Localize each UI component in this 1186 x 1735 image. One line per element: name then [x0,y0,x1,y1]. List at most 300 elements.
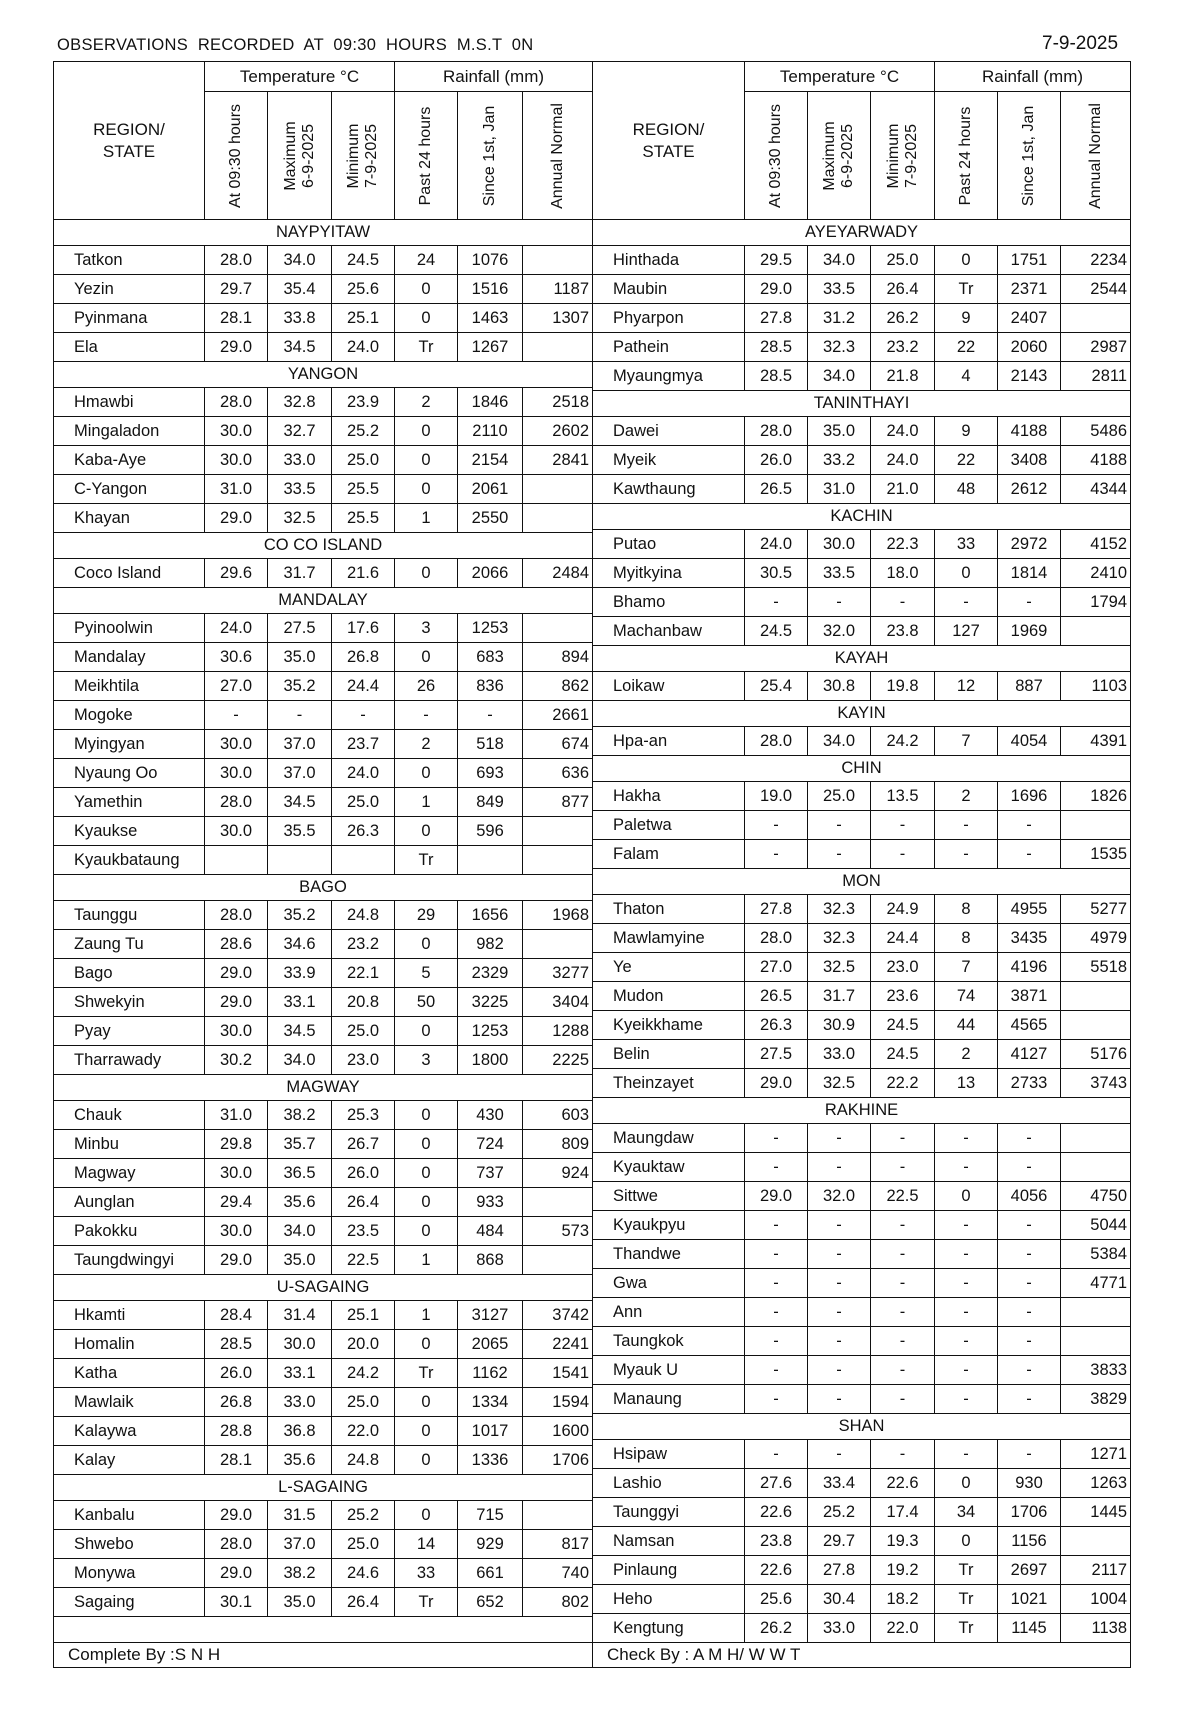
station-name: Myingyan [54,730,205,759]
rain-annual-normal: 740 [523,1559,593,1588]
temp-maximum: 35.6 [268,1446,332,1475]
rain-since-jan: 484 [458,1217,523,1246]
rain-since-jan: 2407 [998,304,1061,333]
temp-maximum: 34.6 [268,930,332,959]
temp-minimum: 25.0 [332,1388,395,1417]
temp-at-0930: 26.5 [745,982,808,1011]
temp-at-0930: 22.6 [745,1556,808,1585]
temp-minimum: - [871,1356,935,1385]
station-name: Kalay [54,1446,205,1475]
region-section-label: MAGWAY [54,1075,593,1101]
station-row [54,559,593,588]
temp-minimum: - [871,1298,935,1327]
temp-minimum: 25.0 [332,1530,395,1559]
rain-past-24h: - [395,701,458,730]
rain-since-jan: - [998,1440,1061,1469]
rain-since-jan: 596 [458,817,523,846]
temp-maximum: - [808,1440,871,1469]
rain-since-jan: - [458,701,523,730]
temp-maximum: 36.5 [268,1159,332,1188]
rain-annual-normal [523,246,593,275]
rain-past-24h: - [935,1356,998,1385]
temp-minimum [332,846,395,875]
rain-since-jan: 652 [458,1588,523,1617]
region-header-line2: STATE [642,141,695,161]
rain-past-24h: 34 [935,1498,998,1527]
temp-maximum: - [808,1385,871,1414]
station-row [593,1211,1131,1240]
temp-maximum: 37.0 [268,1530,332,1559]
region-section-row [593,701,1131,727]
temp-at-0930: 31.0 [205,475,268,504]
temp-at-0930: 26.0 [205,1359,268,1388]
temp-minimum: 25.0 [332,1017,395,1046]
rain-since-jan: 1656 [458,901,523,930]
rain-since-jan [458,846,523,875]
rain-annual-normal: 4391 [1061,727,1131,756]
station-name: Kawthaung [593,475,745,504]
station-name: Kyaukse [54,817,205,846]
rain-past-24h: 0 [935,1469,998,1498]
rain-since-jan: 2065 [458,1330,523,1359]
station-name: Thaton [593,895,745,924]
station-name: Sittwe [593,1182,745,1211]
rain-past-24h: 44 [935,1011,998,1040]
temp-maximum: - [808,811,871,840]
temp-minimum: 21.6 [332,559,395,588]
temp-minimum: 24.5 [332,246,395,275]
rain-past-24h: 127 [935,617,998,646]
temp-at-0930: 26.2 [745,1614,808,1643]
rain-since-jan: 2154 [458,446,523,475]
rain-annual-normal [523,930,593,959]
station-row [54,788,593,817]
station-name: Hakha [593,782,745,811]
station-row [593,1269,1131,1298]
temp-minimum: - [871,1269,935,1298]
station-row [54,930,593,959]
temp-minimum: 26.7 [332,1130,395,1159]
temp-at-0930: - [745,1385,808,1414]
temp-minimum: 26.3 [332,817,395,846]
temp-at-0930: 29.0 [745,1182,808,1211]
temp-at-0930: - [745,1211,808,1240]
temp-minimum: - [871,811,935,840]
rain-since-jan: 2550 [458,504,523,533]
temp-minimum: - [871,1211,935,1240]
rain-annual-normal: 1794 [1061,588,1131,617]
rain-since-jan: 1696 [998,782,1061,811]
region-section-row [54,362,593,388]
temp-minimum: 25.1 [332,1301,395,1330]
rain-since-jan: 737 [458,1159,523,1188]
rain-annual-normal: 2602 [523,417,593,446]
temp-at-0930: 24.0 [205,614,268,643]
region-state-header [54,62,205,220]
station-name: Kyauktaw [593,1153,745,1182]
station-row [593,1240,1131,1269]
temp-minimum: 24.0 [871,446,935,475]
station-row [593,559,1131,588]
temp-minimum: 25.5 [332,504,395,533]
station-name: Manaung [593,1385,745,1414]
temp-at-0930: 30.0 [205,1217,268,1246]
temp-minimum: 23.2 [871,333,935,362]
rain-annual-normal: 4750 [1061,1182,1131,1211]
temp-minimum: 24.8 [332,901,395,930]
col-minimum-header [332,92,395,220]
rain-annual-normal: 2234 [1061,246,1131,275]
temp-maximum: - [808,1269,871,1298]
station-row [54,1501,593,1530]
temp-minimum: 22.2 [871,1069,935,1098]
temp-at-0930: 28.0 [205,901,268,930]
rain-annual-normal [523,504,593,533]
rain-past-24h: Tr [935,1556,998,1585]
temp-minimum: 26.4 [332,1188,395,1217]
rain-past-24h: - [935,1327,998,1356]
temp-maximum: 25.2 [808,1498,871,1527]
rain-since-jan: 1145 [998,1614,1061,1643]
temp-at-0930: 27.8 [745,304,808,333]
station-row [593,1469,1131,1498]
temp-maximum: 32.0 [808,617,871,646]
rain-past-24h: 2 [395,388,458,417]
station-row [54,1417,593,1446]
temp-at-0930: 22.6 [745,1498,808,1527]
temp-at-0930: 29.6 [205,559,268,588]
rain-annual-normal: 2987 [1061,333,1131,362]
station-row [593,840,1131,869]
temp-maximum: 36.8 [268,1417,332,1446]
rain-past-24h: 12 [935,672,998,701]
station-name: Bago [54,959,205,988]
rain-since-jan: - [998,840,1061,869]
station-name: Hinthada [593,246,745,275]
temp-at-0930: 24.5 [745,617,808,646]
temp-at-0930: - [745,588,808,617]
rain-since-jan: 2612 [998,475,1061,504]
rain-annual-normal: 894 [523,643,593,672]
temp-minimum: 26.2 [871,304,935,333]
temp-minimum: 22.5 [871,1182,935,1211]
rain-past-24h: 0 [395,1188,458,1217]
col-maximum-header [808,92,871,220]
col-annual-normal-header [523,92,593,220]
rain-since-jan: 933 [458,1188,523,1217]
temp-at-0930: - [745,1298,808,1327]
temp-minimum: 25.2 [332,1501,395,1530]
temp-at-0930: 28.1 [205,1446,268,1475]
region-section-label: KAYIN [593,701,1131,727]
temp-maximum: 34.5 [268,333,332,362]
rain-past-24h: - [935,1385,998,1414]
temp-at-0930: 28.1 [205,304,268,333]
temp-minimum: 24.9 [871,895,935,924]
rain-annual-normal: 817 [523,1530,593,1559]
rain-since-jan: 1156 [998,1527,1061,1556]
temp-maximum: 34.0 [808,362,871,391]
rain-past-24h: - [935,1269,998,1298]
station-name: Kaba-Aye [54,446,205,475]
station-row [593,362,1131,391]
temp-at-0930: 29.0 [205,1559,268,1588]
temp-maximum: 33.8 [268,304,332,333]
max-line1: Maximum [821,120,838,191]
temp-maximum: 32.8 [268,388,332,417]
rain-annual-normal: 2811 [1061,362,1131,391]
temp-maximum: 32.3 [808,333,871,362]
region-section-label: AYEYARWADY [593,220,1131,246]
rain-annual-normal: 3743 [1061,1069,1131,1098]
station-row [593,1527,1131,1556]
station-name: Khayan [54,504,205,533]
station-row [593,924,1131,953]
temp-maximum: 32.7 [268,417,332,446]
temp-minimum: 24.4 [871,924,935,953]
temp-at-0930: 29.4 [205,1188,268,1217]
col-minimum-label [345,123,381,188]
temp-maximum: 33.0 [268,1388,332,1417]
temp-at-0930: 30.5 [745,559,808,588]
col-past24-label: Past 24 hours [957,106,974,205]
station-name: Hkamti [54,1301,205,1330]
temp-minimum: 18.0 [871,559,935,588]
temp-at-0930: 28.4 [205,1301,268,1330]
temp-at-0930: 28.0 [205,788,268,817]
rain-past-24h: Tr [935,1614,998,1643]
station-row [593,1327,1131,1356]
rain-annual-normal: 5518 [1061,953,1131,982]
region-header-line2: STATE [102,141,156,161]
rain-annual-normal: 1826 [1061,782,1131,811]
region-section-row [593,869,1131,895]
region-section-row [54,1617,593,1643]
temp-at-0930: 28.6 [205,930,268,959]
rain-since-jan: 661 [458,1559,523,1588]
station-name: Hmawbi [54,388,205,417]
temp-minimum: 26.0 [332,1159,395,1188]
rain-past-24h: 24 [395,246,458,275]
station-name: Tatkon [54,246,205,275]
station-row [593,475,1131,504]
col-annual-normal-label: Annual Normal [1086,102,1104,209]
rain-annual-normal [1061,1327,1131,1356]
col-since-jan-label: Since 1st, Jan [1020,105,1037,206]
rain-annual-normal: 3833 [1061,1356,1131,1385]
rain-past-24h: Tr [395,1359,458,1388]
temp-maximum: 32.0 [808,1182,871,1211]
region-section-row [593,756,1131,782]
region-header-line1: REGION/ [632,119,705,139]
station-name: Maubin [593,275,745,304]
temp-minimum: 22.3 [871,530,935,559]
station-row [54,1246,593,1275]
col-minimum-header [871,92,935,220]
rain-since-jan: 1076 [458,246,523,275]
rain-past-24h: 0 [395,1217,458,1246]
rain-past-24h: 0 [395,1501,458,1530]
temp-at-0930: - [745,1153,808,1182]
temp-minimum: - [332,701,395,730]
temp-at-0930: 30.0 [205,446,268,475]
temp-at-0930: 28.0 [205,1530,268,1559]
rain-since-jan: - [998,1327,1061,1356]
rain-past-24h: 3 [395,1046,458,1075]
rain-since-jan: - [998,1124,1061,1153]
rain-since-jan: 4056 [998,1182,1061,1211]
rain-annual-normal [523,475,593,504]
rain-since-jan: 683 [458,643,523,672]
station-name: Bhamo [593,588,745,617]
station-row [593,811,1131,840]
station-name: Mogoke [54,701,205,730]
rain-annual-normal: 862 [523,672,593,701]
station-row [593,1385,1131,1414]
region-section-label: KACHIN [593,504,1131,530]
rain-past-24h: 5 [395,959,458,988]
rain-since-jan: 982 [458,930,523,959]
rain-annual-normal: 924 [523,1159,593,1188]
rain-since-jan: 2061 [458,475,523,504]
rain-past-24h: 1 [395,788,458,817]
rain-since-jan: 1267 [458,333,523,362]
temp-maximum: 34.5 [268,788,332,817]
rain-past-24h: 0 [395,417,458,446]
rain-since-jan: - [998,811,1061,840]
rain-since-jan: 2066 [458,559,523,588]
rain-annual-normal: 802 [523,1588,593,1617]
temp-at-0930: - [745,840,808,869]
temp-minimum: 24.2 [332,1359,395,1388]
max-line2: 6-9-2025 [299,123,317,188]
temp-minimum: - [871,1440,935,1469]
temp-minimum: 25.5 [332,475,395,504]
temp-at-0930: 26.8 [205,1388,268,1417]
rain-annual-normal: 5486 [1061,417,1131,446]
rain-since-jan: 1814 [998,559,1061,588]
station-row [593,1153,1131,1182]
rain-past-24h: 1 [395,504,458,533]
rain-annual-normal: 1535 [1061,840,1131,869]
rain-since-jan: 518 [458,730,523,759]
rain-since-jan: 4955 [998,895,1061,924]
rain-annual-normal [1061,1527,1131,1556]
temp-minimum: 21.8 [871,362,935,391]
rain-since-jan: 3127 [458,1301,523,1330]
rain-since-jan: 1253 [458,614,523,643]
station-row [593,1356,1131,1385]
station-name: Coco Island [54,559,205,588]
region-section-label: MANDALAY [54,588,593,614]
temp-at-0930: 28.5 [745,333,808,362]
temp-maximum: 35.7 [268,1130,332,1159]
temp-minimum: 13.5 [871,782,935,811]
rain-past-24h: 0 [395,1159,458,1188]
station-row [54,1217,593,1246]
temp-maximum: 34.0 [268,246,332,275]
temp-at-0930: 28.0 [745,924,808,953]
station-row [593,672,1131,701]
temp-minimum: 24.2 [871,727,935,756]
station-name: Kalaywa [54,1417,205,1446]
rain-past-24h: 2 [935,1040,998,1069]
station-row [54,959,593,988]
station-row [593,617,1131,646]
station-name: Nyaung Oo [54,759,205,788]
station-name: Ela [54,333,205,362]
rain-since-jan: 1162 [458,1359,523,1388]
station-name: Taungdwingyi [54,1246,205,1275]
temp-at-0930: - [745,1440,808,1469]
rain-past-24h: 26 [395,672,458,701]
left-table-block [53,61,592,1668]
rain-since-jan: - [998,1153,1061,1182]
region-section-label: CO CO ISLAND [54,533,593,559]
temp-at-0930: 25.6 [745,1585,808,1614]
temp-minimum: 20.8 [332,988,395,1017]
rain-past-24h: 9 [935,417,998,446]
temp-maximum: 35.4 [268,275,332,304]
rain-annual-normal: 1004 [1061,1585,1131,1614]
rain-since-jan: 1334 [458,1388,523,1417]
station-name: Pakokku [54,1217,205,1246]
temp-maximum: 33.0 [808,1614,871,1643]
station-row [54,475,593,504]
rain-since-jan: 3871 [998,982,1061,1011]
temp-at-0930: 26.3 [745,1011,808,1040]
rain-annual-normal: 2841 [523,446,593,475]
temp-at-0930: 23.8 [745,1527,808,1556]
rain-annual-normal: 5044 [1061,1211,1131,1240]
temp-at-0930: 27.0 [745,953,808,982]
temp-maximum: 33.1 [268,1359,332,1388]
rain-annual-normal: 1187 [523,275,593,304]
rain-past-24h: 4 [935,362,998,391]
station-name: Pinlaung [593,1556,745,1585]
temp-maximum [268,846,332,875]
temp-maximum: 32.3 [808,924,871,953]
station-name: Kengtung [593,1614,745,1643]
rain-annual-normal: 1263 [1061,1469,1131,1498]
region-section-label: BAGO [54,875,593,901]
station-name: Tharrawady [54,1046,205,1075]
station-row [54,1446,593,1475]
rain-past-24h: 14 [395,1530,458,1559]
region-section-row [54,1075,593,1101]
station-name: C-Yangon [54,475,205,504]
station-row [593,1011,1131,1040]
station-name: Belin [593,1040,745,1069]
station-row [593,1440,1131,1469]
observations-table-left [53,61,593,1668]
station-row [54,504,593,533]
station-row [593,727,1131,756]
temp-at-0930: 31.0 [205,1101,268,1130]
station-name: Ye [593,953,745,982]
rain-annual-normal: 3742 [523,1301,593,1330]
rain-since-jan: 724 [458,1130,523,1159]
rain-past-24h: 48 [935,475,998,504]
rain-annual-normal: 5176 [1061,1040,1131,1069]
temp-maximum: 30.0 [808,530,871,559]
rain-annual-normal: 4344 [1061,475,1131,504]
col-maximum-label [821,121,857,190]
rain-past-24h: 0 [395,817,458,846]
temp-at-0930: 30.0 [205,417,268,446]
station-name: Kyeikkhame [593,1011,745,1040]
temp-at-0930: 30.0 [205,759,268,788]
